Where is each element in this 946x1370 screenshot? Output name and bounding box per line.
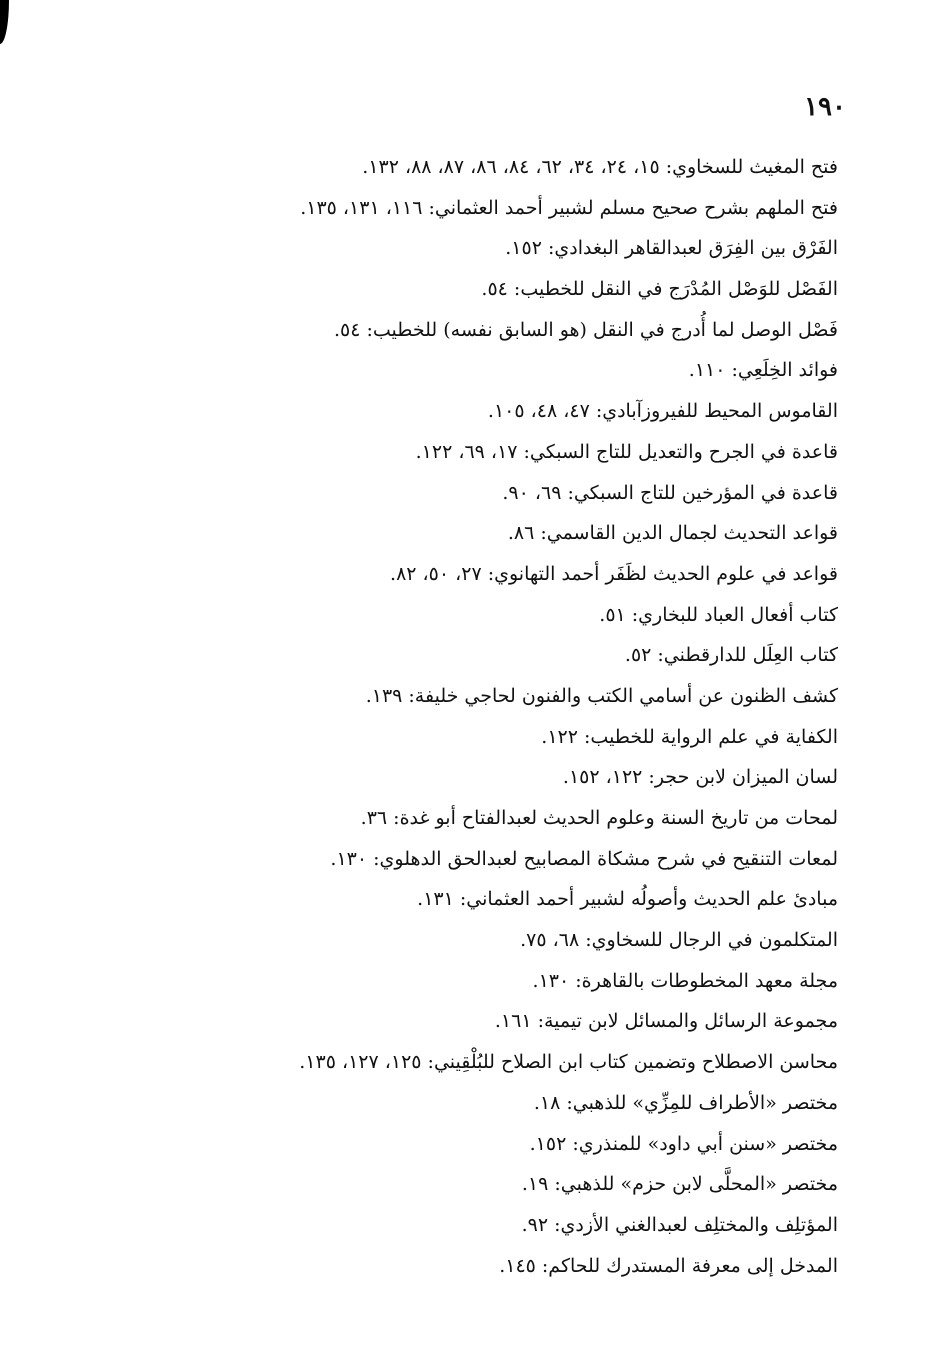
index-entry: مجموعة الرسائل والمسائل لابن تيمية: ١٦١. (494, 1010, 838, 1033)
index-entry: قواعد في علوم الحديث لظَفَر أحمد التهانوي: ٢٧، ٥٠، ٨٢. (390, 562, 838, 585)
page-number: ١٩٠ (804, 92, 846, 122)
index-entry: كتاب العِلَل للدارقطني: ٥٢. (624, 644, 838, 667)
index-entry: المتكلمون في الرجال للسخاوي: ٦٨، ٧٥. (520, 929, 838, 952)
index-entries-list (198, 147, 838, 1286)
index-entry: لمحات من تاريخ السنة وعلوم الحديث لعبدالفتاح أبو غدة: ٣٦. (360, 807, 838, 829)
index-entry: كشف الظنون عن أسامي الكتب والفنون لحاجي خليفة: ١٣٩. (365, 684, 838, 707)
index-entry: فتح الملهم بشرح صحيح مسلم لشبير أحمد العثماني: ١١٦، ١٣١، ١٣٥. (300, 196, 838, 219)
index-entry: مختصر «سنن أبي داود» للمنذري: ١٥٢. (529, 1132, 838, 1155)
index-entry: لسان الميزان لابن حجر: ١٢٢، ١٥٢. (562, 766, 838, 789)
index-entry: كتاب أفعال العباد للبخاري: ٥١. (599, 603, 838, 626)
index-entry: محاسن الاصطلاح وتضمين كتاب ابن الصلاح للبُلْقِيني: ١٢٥، ١٢٧، ١٣٥. (299, 1051, 838, 1074)
index-entry: المؤتلِف والمختلِف لعبدالغني الأزدي: ٩٢. (521, 1213, 838, 1236)
index-entry: الفَرْق بين الفِرَق لعبدالقاهر البغدادي: ١٥٢. (505, 237, 838, 260)
index-entry: فتح المغيث للسخاوي: ١٥، ٢٤، ٣٤، ٦٢، ٨٤، ٨٦، ٨٧، ٨٨، ١٣٢. (362, 156, 838, 178)
index-entry: مجلة معهد المخطوطات بالقاهرة: ١٣٠. (532, 969, 838, 992)
index-entry: لمعات التنقيح في شرح مشكاة المصابيح لعبدالحق الدهلوي: ١٣٠. (330, 847, 838, 870)
index-entry: الكفاية في علم الرواية للخطيب: ١٢٢. (541, 725, 838, 748)
index-entry: فوائد الخِلَعِي: ١١٠. (688, 359, 838, 382)
page-edge-mark (0, 0, 9, 44)
index-entry: مبادئ علم الحديث وأصولُه لشبير أحمد العثماني: ١٣١. (417, 888, 838, 911)
index-entry: المدخل إلى معرفة المستدرك للحاكم: ١٤٥. (499, 1254, 838, 1277)
index-entry: مختصر «الأطراف للمِزِّي» للذهبي: ١٨. (533, 1091, 838, 1114)
index-entry: القاموس المحيط للفيروزآبادي: ٤٧، ٤٨، ١٠٥. (487, 400, 838, 423)
index-entry: قواعد التحديث لجمال الدين القاسمي: ٨٦. (507, 522, 838, 545)
index-entry: الفَصْل للوَصْل المُدْرَج في النقل للخطيب: ٥٤. (481, 278, 838, 301)
index-entry: قاعدة في الجرح والتعديل للتاج السبكي: ١٧، ٦٩، ١٢٢. (415, 440, 838, 463)
index-entry: قاعدة في المؤرخين للتاج السبكي: ٦٩، ٩٠. (502, 481, 838, 504)
index-entry: مختصر «المحلَّى لابن حزم» للذهبي: ١٩. (521, 1173, 838, 1196)
index-entry: فَصْل الوصل لما أُدرج في النقل (هو السابق نفسه) للخطيب: ٥٤. (333, 318, 838, 341)
